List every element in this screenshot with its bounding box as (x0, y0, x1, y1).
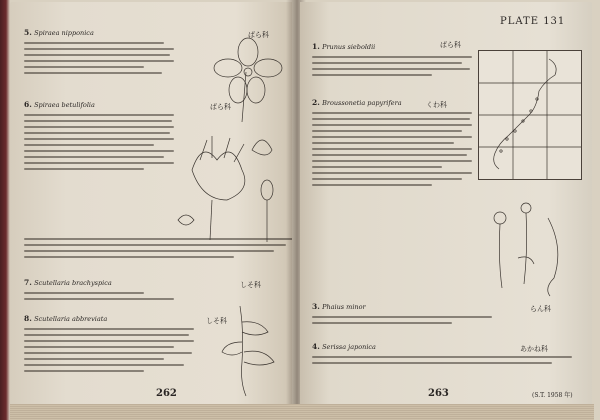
entry-latin-name: Spiraea betulifolia (34, 101, 95, 109)
stem-drawing (220, 302, 284, 398)
entry-family: ばら科 (210, 103, 231, 111)
entry-body-text (312, 356, 572, 364)
entry-body-text (24, 292, 174, 300)
entry-family: ばら科 (440, 41, 461, 49)
japan-map (478, 50, 582, 180)
entry-latin-name: Spiraea nipponica (34, 29, 94, 37)
entry-number: 4. (312, 342, 320, 351)
fruit-drawing (478, 188, 578, 298)
entry-family: あかね科 (520, 345, 548, 353)
left-page (10, 2, 292, 406)
entry-number: 2. (312, 98, 320, 107)
entry-number: 5. (24, 28, 32, 37)
entry-left-8 (24, 314, 194, 376)
page-number: 263 (428, 388, 449, 399)
entry-latin-name: Phaius minor (322, 303, 366, 311)
entry-right-2 (312, 98, 472, 190)
flower-drawing (206, 32, 290, 124)
entry-body-text (312, 316, 492, 324)
entry-number: 7. (24, 278, 32, 287)
right-page (300, 2, 592, 406)
footnote: (S.T. 1958 年) (532, 392, 573, 399)
entry-family: しそ科 (240, 281, 261, 289)
entry-latin-name: Prunus sieboldii (322, 43, 376, 51)
entry-number: 1. (312, 42, 320, 51)
entry-latin-name: Scutellaria abbreviata (34, 315, 108, 323)
entry-latin-name: Broussonetia papyrifera (322, 99, 402, 107)
entry-body-text (24, 328, 194, 372)
entry-left-5 (24, 28, 174, 78)
entry-body-text (24, 42, 174, 74)
entry-number: 8. (24, 314, 32, 323)
page-number: 262 (156, 388, 177, 399)
entry-number: 3. (312, 302, 320, 311)
flower-drawing (172, 130, 292, 250)
entry-latin-name: Scutellaria brachyspica (34, 279, 112, 287)
entry-left-7 (24, 278, 174, 304)
entry-latin-name: Serissa japonica (322, 343, 376, 351)
entry-right-3 (312, 302, 492, 328)
entry-body-text (312, 112, 472, 186)
page-edges (10, 404, 594, 420)
plate-title: PLATE 131 (500, 16, 566, 27)
entry-left-6 (24, 100, 174, 174)
entry-family: ばら科 (248, 31, 269, 39)
entry-family: しそ科 (206, 317, 227, 325)
entry-body-text (312, 56, 472, 76)
entry-family: らん科 (530, 305, 551, 313)
entry-body-text (24, 114, 174, 170)
entry-number: 6. (24, 100, 32, 109)
entry-family: くわ科 (426, 101, 447, 109)
